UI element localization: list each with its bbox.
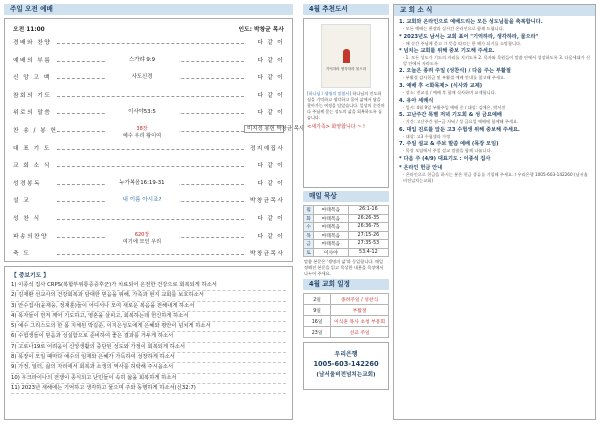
news-box [393, 4, 596, 420]
order-item: 찬 송 / 봉 헌 [13, 128, 58, 134]
news-detail: · 장소: 친교실 / 예배 후 함께 식사하며 교제합니다. [403, 89, 496, 95]
news-title: 4. 유아 세례식 [399, 97, 434, 104]
worship-order-row [13, 107, 284, 121]
news-item [399, 19, 590, 32]
order-item: 교 회 소 식 [13, 163, 51, 170]
book-cover-figure-icon [343, 49, 350, 63]
prayer-item: 6) 수험생들이 믿음과 성실함으로 준비하여 좋은 결과를 거두게 하소서 [11, 332, 286, 342]
new-family-welcome: <새가족> 화영합니다 ~ ! [307, 124, 365, 130]
order-person: 다 같 이 [244, 90, 284, 99]
schedule-table [303, 293, 389, 338]
news-item [399, 165, 590, 183]
order-item: 경배와 찬양 [13, 40, 52, 46]
news-item [399, 156, 590, 163]
order-item: 축 도 [13, 251, 31, 258]
bank-name: 우리은행 [334, 351, 358, 358]
order-item: 성 찬 식 [13, 216, 41, 222]
news-detail: · 부활절 감사헌금 및 부활절 예배 안내를 참고해 주세요. [403, 75, 506, 81]
book-header: 4월 추천도서 [303, 4, 389, 15]
worship-order-row [13, 125, 305, 139]
news-title: 5. 고난주간 특별 저녁 기도회 & 성 금요예배 [399, 112, 502, 119]
reading-book: 마태복음 [314, 206, 349, 215]
worship-order-row [13, 160, 284, 174]
schedule-date: 16일 [304, 316, 331, 327]
reading-ref: 26:26-35 [348, 214, 388, 223]
news-item [399, 98, 590, 111]
reading-row [304, 214, 389, 223]
order-person: 다 같 이 [244, 160, 284, 169]
reading-day: 화 [304, 214, 314, 223]
order-divider [57, 254, 244, 255]
news-header: 교 회 소 식 [394, 5, 595, 16]
worship-leader: 인도: 박창균 목사 [238, 27, 284, 33]
news-title: * 넘치는 교회를 위해 중보 기도해 주세요. [399, 48, 495, 55]
schedule-event: 부활절 [331, 305, 389, 316]
reading-day: 토 [304, 248, 314, 257]
worship-order-row [13, 90, 284, 104]
order-item: 위로의 말씀 [13, 110, 52, 117]
reading-book: 마태복음 [314, 231, 349, 240]
news-title: 2. 오늘은 종려 주일 (성찬식) / 다음 주는 부활절 [399, 68, 511, 75]
order-detail: 내 이름 아시죠? [105, 195, 179, 203]
order-divider [57, 43, 244, 44]
bank-account-holder: (남서울비전넘치는교회) [316, 372, 376, 378]
reading-row [304, 223, 389, 232]
order-person: 다 같 이 [244, 55, 284, 64]
reading-book: 마태복음 [314, 240, 349, 249]
reading-row [304, 240, 389, 249]
news-detail: · 1. 모든 성도가 기도의 자리를 지키도록 2. 목자와 목원들이 말씀 안에서 성장하도록 3. 다음세대가 신앙 안에서 자라도록 [403, 55, 591, 66]
order-item: 설 교 [13, 198, 31, 205]
order-person: 미지정 봉헌 박창균 목사 [244, 125, 284, 133]
schedule-header: 4월 교회 일정 [303, 279, 389, 290]
news-item [399, 34, 590, 47]
book-desc-head: [하나님 / 생명의 말씀사] [307, 91, 352, 96]
worship-order-row [13, 143, 284, 157]
reading-table [303, 205, 389, 257]
prayer-item: 2) 김재환 선교사의 건강회복과 담대한 믿음을 위해, 가족과 현지 교회를 보호하소서 [11, 291, 286, 301]
news-title: 1. 교회와 온라인으로 예배드리는 모든 성도님들을 축복합니다. [399, 19, 543, 25]
prayer-item: 8) 목장이 모일 때마다 예수의 임재와 은혜가 가득하여 성장하게 하소서 [11, 353, 286, 363]
news-item [399, 48, 590, 66]
order-detail: 사도신경 [105, 72, 179, 80]
worship-order-box [4, 18, 305, 262]
news-detail: · 대상: 고3 수험생과 가정 [403, 133, 451, 139]
news-item [399, 68, 590, 81]
prayer-item: 4) 목자들이 먼저 깨어 기도하고, 영혼을 살피고, 회복하는데 헌신하게 하소서 [11, 312, 286, 322]
order-item: 파송의찬양 [13, 233, 48, 240]
prayer-item: 9) 가정, 일터, 삶의 자리에서 회복과 소생의 역사를 허락해 주시옵소서 [11, 363, 286, 373]
right-sidebar [303, 4, 389, 390]
reading-ref: 27:15-26 [348, 231, 388, 240]
schedule-event: 선교 주일 [331, 327, 389, 338]
worship-order-row [13, 248, 284, 262]
reading-book: 마태복음 [314, 214, 349, 223]
order-divider [57, 166, 244, 167]
reading-day: 금 [304, 240, 314, 249]
order-detail: 620장 여기에 모인 우리 [105, 231, 179, 245]
schedule-event: 종려주일 / 성찬식 [331, 294, 389, 305]
news-item [399, 112, 590, 125]
worship-order-row [13, 213, 284, 227]
order-item: 성경봉독 [13, 180, 41, 187]
prayer-box [4, 266, 293, 420]
news-title: 7. 주일 설교 & 주보 말씀 예배 (목장 모임) [399, 141, 499, 148]
prayer-item: 7) 고로나19로 어려움이 신앙생활의 중단된 성도와 가정이 회복되게 하소서 [11, 343, 286, 353]
prayer-item: 1) 이종석 집사 CRPS(복합부위통증증후군)가 치료되어 온전한 건강으로 회복되게 하소서 [11, 281, 286, 291]
prayer-item: 3) 안수집사(윤재웅, 정재훈)들이 어디서나 모여 새로운 복음을 전해내게 하소서 [11, 302, 286, 312]
bank-info [303, 342, 389, 390]
reading-day: 목 [304, 231, 314, 240]
schedule-row [304, 294, 389, 305]
reading-ref: 53:4-12 [348, 248, 388, 257]
order-person: 다 같 이 [244, 231, 284, 240]
reading-ref: 26:1-16 [348, 206, 388, 215]
prayer-item: 11) 2023년 새해에는 기억하고 생각하고 물으며 주와 동행하게 하소서(신32:7) [11, 384, 286, 394]
prayer-bullet-icon: 【 [11, 273, 19, 279]
order-divider [57, 219, 244, 220]
order-detail: 이사야53:5 [105, 107, 179, 115]
right-page [303, 4, 596, 420]
news-item [399, 141, 590, 154]
schedule-row [304, 327, 389, 338]
reading-ref: 26:36-75 [348, 223, 388, 232]
order-person: 박창균목사 [244, 195, 284, 204]
reading-day: 월 [304, 206, 314, 215]
news-title: 3. 예배 후 <화목제> (식사와 교제) [399, 82, 483, 89]
prayer-item: 5) 예수 그리스도의 한 몸 지체된 박길준, 이지은성도에게 은혜와 평안이 넘치게 하소서 [11, 322, 286, 332]
worship-order-row [13, 72, 284, 86]
schedule-row [304, 305, 389, 316]
reading-row [304, 231, 389, 240]
news-detail: · 기간: 고난주간 월~금 저녁 / 성 금요일 예배에 함께해 주세요. [403, 119, 519, 125]
worship-order-row [13, 231, 284, 245]
news-detail: · 일시: 4월 9일 부활주일 예배 중 / 대상: 김예은, 박서진 [403, 104, 506, 110]
news-list [394, 16, 595, 188]
news-detail: · 모든 예배는 현장과 실시간 온라인으로 함께 드립니다. [403, 26, 504, 31]
schedule-event: 이식훈 목사 초청 부흥회 [331, 316, 389, 327]
order-person: 다 같 이 [244, 107, 284, 116]
reading-row [304, 248, 389, 257]
schedule-date: 2일 [304, 294, 331, 305]
news-item [399, 83, 590, 96]
news-title: * 다음 주 (4/9) 대표기도 : 이종석 집사 [399, 155, 491, 162]
reading-header: 매일 묵상 [303, 191, 389, 202]
worship-header: 주일 오전 예배 [4, 4, 293, 15]
order-detail: 누가복음16:19-31 [105, 178, 179, 186]
book-cover-image [321, 24, 371, 88]
reading-book: 마태복음 [314, 223, 349, 232]
reading-book: 이사야 [314, 248, 349, 257]
worship-order-row [13, 55, 284, 69]
news-item [399, 127, 590, 140]
schedule-date: 23일 [304, 327, 331, 338]
news-title: 6. 대입 진로를 앞둔 고3 수험생 위해 중보해 주세요. [399, 126, 520, 133]
reading-note: 말씀 본문은 '생명의 삶'과 동일합니다. 매일 정해진 본문을 읽고 묵상한 내용을 목장에서 나누어 주세요. [304, 259, 384, 276]
schedule-row [304, 316, 389, 327]
worship-order-row [13, 195, 284, 209]
bank-number: 1005-603-142260 [313, 360, 379, 368]
reading-ref: 27:35-53 [348, 240, 388, 249]
worship-meta [13, 24, 284, 33]
reading-row [304, 206, 389, 215]
order-item: 신 앙 고 백 [13, 75, 51, 82]
book-desc-body: 하나님의 인도하심을 기억하고 생각하고 물어 삶에서 답을 찾아가는 여정을 담았습니다. 일상의 순간마다 주님께 묻는 성도의 삶을 회복하도록 돕습니다. [307, 91, 385, 120]
news-title: * 온라인 헌금 안내 [399, 164, 443, 171]
book-box [303, 18, 389, 188]
order-item: 참회의 기도 [13, 92, 52, 99]
prayer-item: 10) 우크라이나의 전쟁이 종식되고 난민들이 속히 삶을 회복하게 하소서 [11, 374, 286, 384]
schedule-date: 9일 [304, 305, 331, 316]
worship-time: 오전 11:00 [13, 27, 45, 33]
book-description [307, 91, 385, 121]
worship-order-row [13, 178, 284, 192]
news-detail: · 온라인으로 헌금을 하시는 분은 헌금 종류를 기입해 주세요. / 우리은행 1005-603-142260 (남서울비전넘치는교회) [403, 171, 588, 183]
order-person: 다 같 이 [244, 72, 284, 81]
order-person: 다 같 이 [244, 213, 284, 222]
order-person: 다 같 이 [244, 37, 284, 46]
worship-order-row [13, 37, 284, 51]
order-detail: 스가랴 9:9 [105, 55, 179, 63]
order-item: 대 표 기 도 [13, 145, 51, 152]
order-divider [57, 96, 244, 97]
order-item: 예배의 부름 [13, 57, 52, 64]
prayer-header: 【 중보기도 】 [11, 273, 50, 279]
left-page [4, 4, 305, 420]
reading-day: 수 [304, 223, 314, 232]
order-person: 박창균목사 [244, 248, 284, 257]
order-divider [57, 149, 244, 150]
book-cover-title: 기억하라 생각하라 물으라 [325, 67, 367, 71]
prayer-list [5, 281, 292, 394]
news-title: * 2023년도 남서는 교회 표어 "기억하라, 생각하라, 물으라" [399, 33, 539, 40]
news-detail: · 목장 모임에서 주일 설교 말씀을 함께 나눕니다. [403, 148, 492, 154]
order-detail: 38장 예수 우리 왕이여 [105, 125, 179, 139]
order-person: 정지예집사 [244, 143, 284, 152]
news-detail: · 매 순간 주님께 묻고 그 뜻을 따르는 한 해가 되기를 소망합니다. [403, 40, 522, 46]
order-person: 다 같 이 [244, 178, 284, 187]
